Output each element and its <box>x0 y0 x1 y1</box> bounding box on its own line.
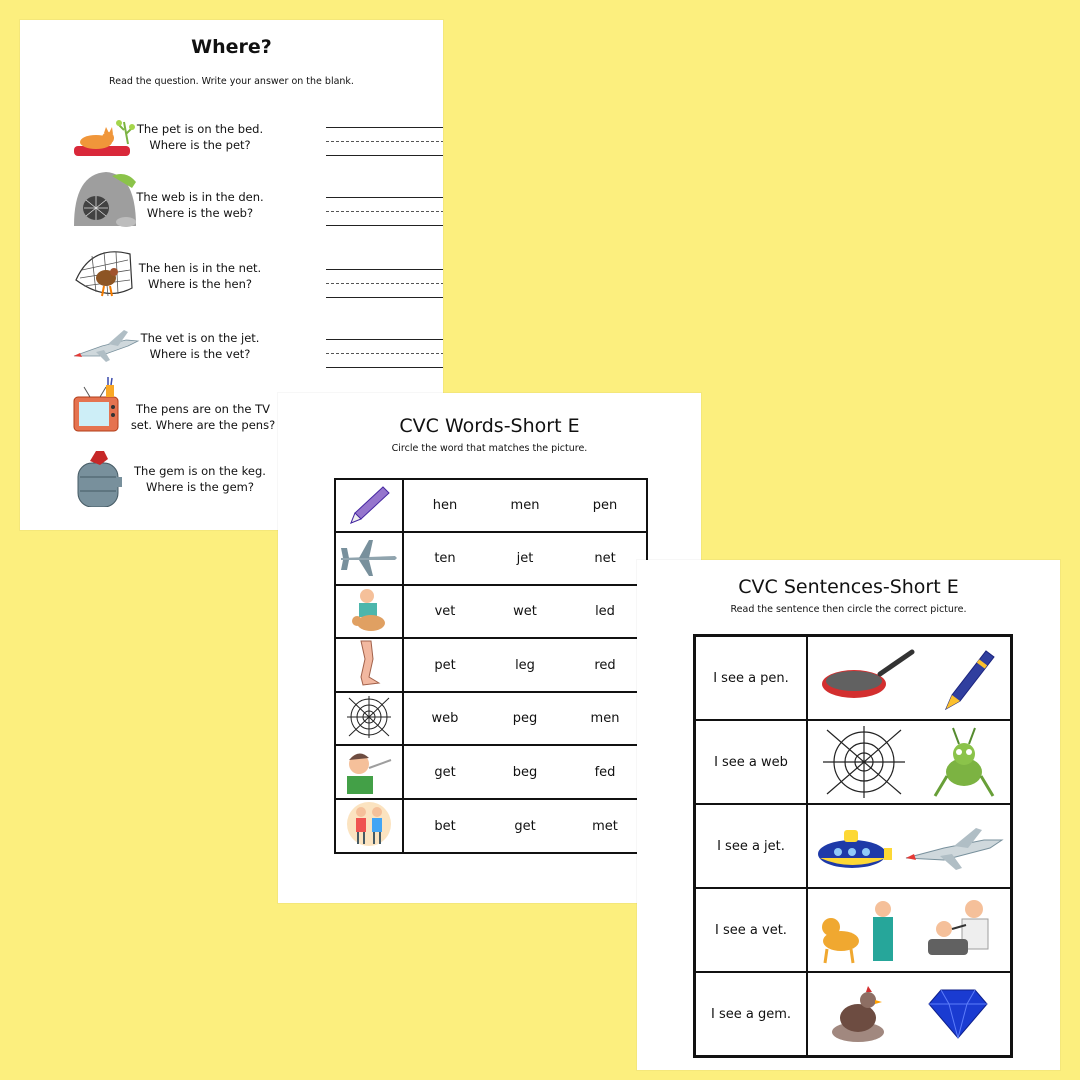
sentence: I see a vet. <box>695 888 808 972</box>
word-choice[interactable]: vet <box>434 604 456 619</box>
answer-blank[interactable] <box>326 326 443 368</box>
question-statement: The pet is on the bed. <box>136 122 264 136</box>
word-choice[interactable]: met <box>592 818 618 834</box>
table-row <box>695 720 1012 804</box>
word-choice[interactable]: pet <box>434 657 456 673</box>
answer-blank[interactable] <box>326 184 443 226</box>
dentist-icon[interactable] <box>922 895 1002 965</box>
word-choice[interactable]: get <box>514 818 536 834</box>
sentence: I see a pen. <box>695 636 808 721</box>
table-row <box>695 888 1012 972</box>
table-row <box>695 636 1012 721</box>
grasshopper-icon[interactable] <box>931 724 997 800</box>
word-choice[interactable]: red <box>594 657 616 673</box>
question-statement: The gem is on the keg. <box>134 464 266 478</box>
question-prompt: Where is the gem? <box>146 480 254 494</box>
two-kids-icon <box>343 800 395 848</box>
vet-icon <box>345 587 393 633</box>
worksheet-title: Where? <box>191 36 272 58</box>
answer-blank[interactable] <box>326 256 443 298</box>
question-row <box>72 240 442 300</box>
word-choice[interactable]: jet <box>516 551 534 566</box>
table-row <box>335 585 647 638</box>
word-choice[interactable]: led <box>595 604 615 619</box>
sentence-picture-table <box>693 634 1013 1058</box>
worksheet-instruction: Read the question. Write your answer on the blank. <box>109 76 354 87</box>
word-choice[interactable]: beg <box>512 764 538 780</box>
child-eating-icon <box>339 746 399 794</box>
word-choice[interactable]: wet <box>513 604 537 619</box>
question-statement: The vet is on the jet. <box>140 331 260 345</box>
word-choice[interactable]: net <box>594 551 616 566</box>
pen-icon <box>343 481 395 527</box>
jet-icon <box>339 534 399 580</box>
sentence: I see a gem. <box>695 972 808 1057</box>
word-choice[interactable]: hen <box>432 498 458 513</box>
word-choice[interactable]: peg <box>512 711 538 726</box>
word-choice[interactable]: men <box>590 711 620 726</box>
leg-icon <box>349 639 389 687</box>
word-choice[interactable]: men <box>510 498 540 513</box>
table-row <box>695 972 1012 1057</box>
word-choice[interactable]: leg <box>515 657 535 673</box>
question-prompt: Where is the pet? <box>149 138 251 152</box>
pen-icon[interactable] <box>938 643 998 713</box>
question-prompt: Where is the vet? <box>149 347 251 361</box>
answer-blank[interactable] <box>326 114 443 156</box>
web-icon[interactable] <box>821 724 907 800</box>
sentence: I see a web <box>695 720 808 804</box>
question-statement: The pens are on the TV <box>135 402 270 416</box>
frying-pan-icon[interactable] <box>820 648 916 708</box>
jet-icon[interactable] <box>904 818 1004 874</box>
question-row <box>72 310 442 370</box>
word-choice[interactable]: bet <box>434 818 456 834</box>
hen-on-nest-icon[interactable] <box>828 982 888 1046</box>
question-row <box>72 108 442 168</box>
table-row <box>335 799 647 853</box>
table-row <box>335 532 647 585</box>
word-match-table <box>334 478 648 854</box>
word-choice[interactable]: web <box>431 711 459 726</box>
word-choice[interactable]: ten <box>434 551 456 566</box>
question-statement: The web is in the den. <box>136 190 264 204</box>
question-prompt: Where is the hen? <box>147 277 253 291</box>
gem-icon[interactable] <box>925 986 991 1042</box>
question-prompt: set. Where are the pens? <box>130 418 276 432</box>
worksheet-instruction: Read the sentence then circle the correct picture. <box>730 604 967 615</box>
question-statement: The hen is in the net. <box>138 261 262 275</box>
word-choice[interactable]: fed <box>594 764 616 780</box>
cvc-sentences-worksheet <box>637 560 1060 1070</box>
word-choice[interactable]: pen <box>592 498 618 513</box>
table-row <box>335 745 647 799</box>
worksheet-title: CVC Words-Short E <box>399 415 580 437</box>
word-choice[interactable]: get <box>434 764 456 780</box>
submarine-icon[interactable] <box>814 818 894 874</box>
table-row <box>335 479 647 532</box>
worksheet-instruction: Circle the word that matches the picture. <box>391 443 588 454</box>
web-icon <box>345 694 393 740</box>
table-row <box>335 692 647 745</box>
vet-with-dog-icon[interactable] <box>817 895 907 965</box>
sentence: I see a jet. <box>695 804 808 888</box>
table-row <box>335 638 647 692</box>
question-prompt: Where is the web? <box>146 206 254 220</box>
worksheet-title: CVC Sentences-Short E <box>738 576 959 598</box>
question-row <box>72 168 442 228</box>
table-row <box>695 804 1012 888</box>
